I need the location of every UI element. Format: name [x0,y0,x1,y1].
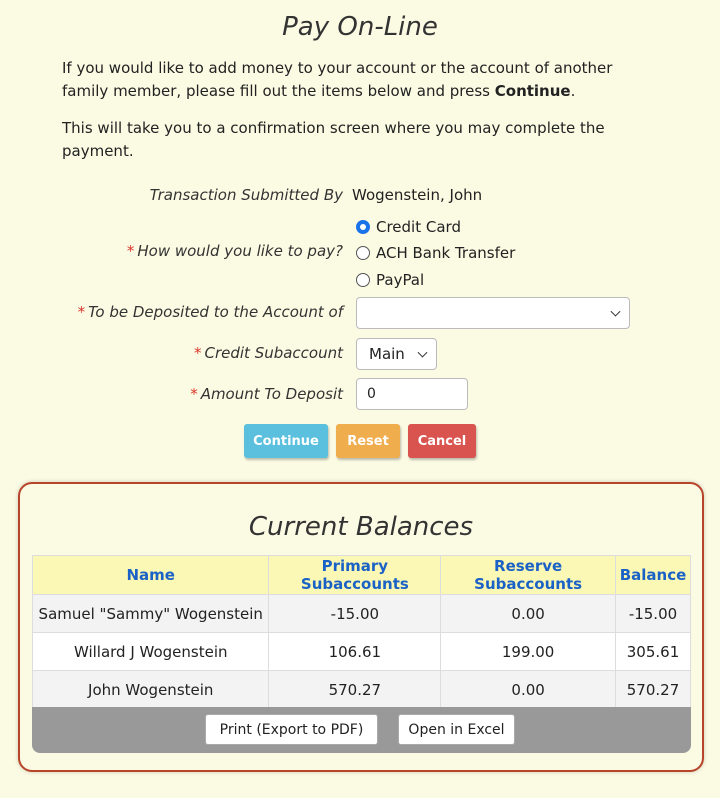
radio-paypal-icon[interactable] [356,273,370,287]
table-row [33,671,691,709]
cell-balance: 570.27 [616,671,691,709]
submitted-by-value: Wogenstein, John [352,186,483,204]
table-footer-toolbar [32,707,691,753]
submitted-by-label: Transaction Submitted By [149,186,343,204]
continue-button[interactable]: Continue [244,424,328,458]
reset-button[interactable]: Reset [336,424,400,458]
chevron-down-icon [611,307,621,317]
amount-input[interactable]: 0 [356,378,468,410]
column-header-primary[interactable]: Primary Subaccounts [269,556,441,595]
radio-credit-card-icon[interactable] [356,220,370,234]
cell-primary: 106.61 [269,633,441,671]
cell-balance: -15.00 [616,595,691,633]
cell-name: Samuel "Sammy" Wogenstein [33,595,269,633]
balances-title: Current Balances [248,512,474,542]
cell-balance: 305.61 [616,633,691,671]
required-marker: * [190,385,198,403]
required-marker: * [126,242,135,260]
subaccount-select[interactable] [356,338,437,370]
required-marker: * [193,344,202,362]
cell-primary: -15.00 [269,595,441,633]
amount-label [190,385,343,403]
cell-reserve: 0.00 [441,595,616,633]
radio-ach-icon[interactable] [356,246,370,260]
open-excel-button[interactable]: Open in Excel [398,714,515,745]
cell-name: John Wogenstein [33,671,269,709]
current-balances-panel [18,482,704,772]
table-row [33,633,691,671]
deposit-account-label [78,303,343,321]
page-title: Pay On-Line [282,12,438,42]
required-marker: * [77,303,86,321]
intro-period: . [570,82,576,100]
balances-table [32,555,691,709]
deposit-account-label-text: To be Deposited to the Account of [88,303,343,321]
column-header-name[interactable]: Name [33,556,269,595]
radio-ach-label[interactable]: ACH Bank Transfer [376,244,516,262]
pay-method-label-text: How would you like to pay? [137,242,343,260]
radio-paypal[interactable] [356,271,424,289]
chevron-down-icon [418,348,428,358]
subaccount-label [194,344,343,362]
cell-reserve: 0.00 [441,671,616,709]
radio-credit-card[interactable] [356,218,461,236]
column-header-balance[interactable]: Balance [616,556,691,595]
pay-method-label [127,242,343,260]
subaccount-label-text: Credit Subaccount [204,344,343,362]
column-header-reserve[interactable]: Reserve Subaccounts [441,556,616,595]
table-row [33,595,691,633]
table-header-row [33,556,691,595]
intro-continue-word: Continue [494,82,571,100]
subaccount-value: Main [369,345,405,363]
intro-text: If you would like to add money to your account or the account of another family member, please fill out the items below and press [62,59,613,100]
intro-paragraph [62,57,662,103]
deposit-account-select[interactable] [356,297,630,329]
radio-paypal-label[interactable]: PayPal [376,271,425,289]
radio-credit-card-label[interactable]: Credit Card [376,218,461,236]
radio-ach-bank-transfer[interactable] [356,244,515,262]
amount-label-text: Amount To Deposit [200,385,343,403]
cell-name: Willard J Wogenstein [33,633,269,671]
confirmation-paragraph: This will take you to a confirmation screen where you may complete the payment. [62,119,605,160]
cancel-button[interactable]: Cancel [408,424,476,458]
cell-primary: 570.27 [269,671,441,709]
print-pdf-button[interactable]: Print (Export to PDF) [205,714,378,745]
cell-reserve: 199.00 [441,633,616,671]
